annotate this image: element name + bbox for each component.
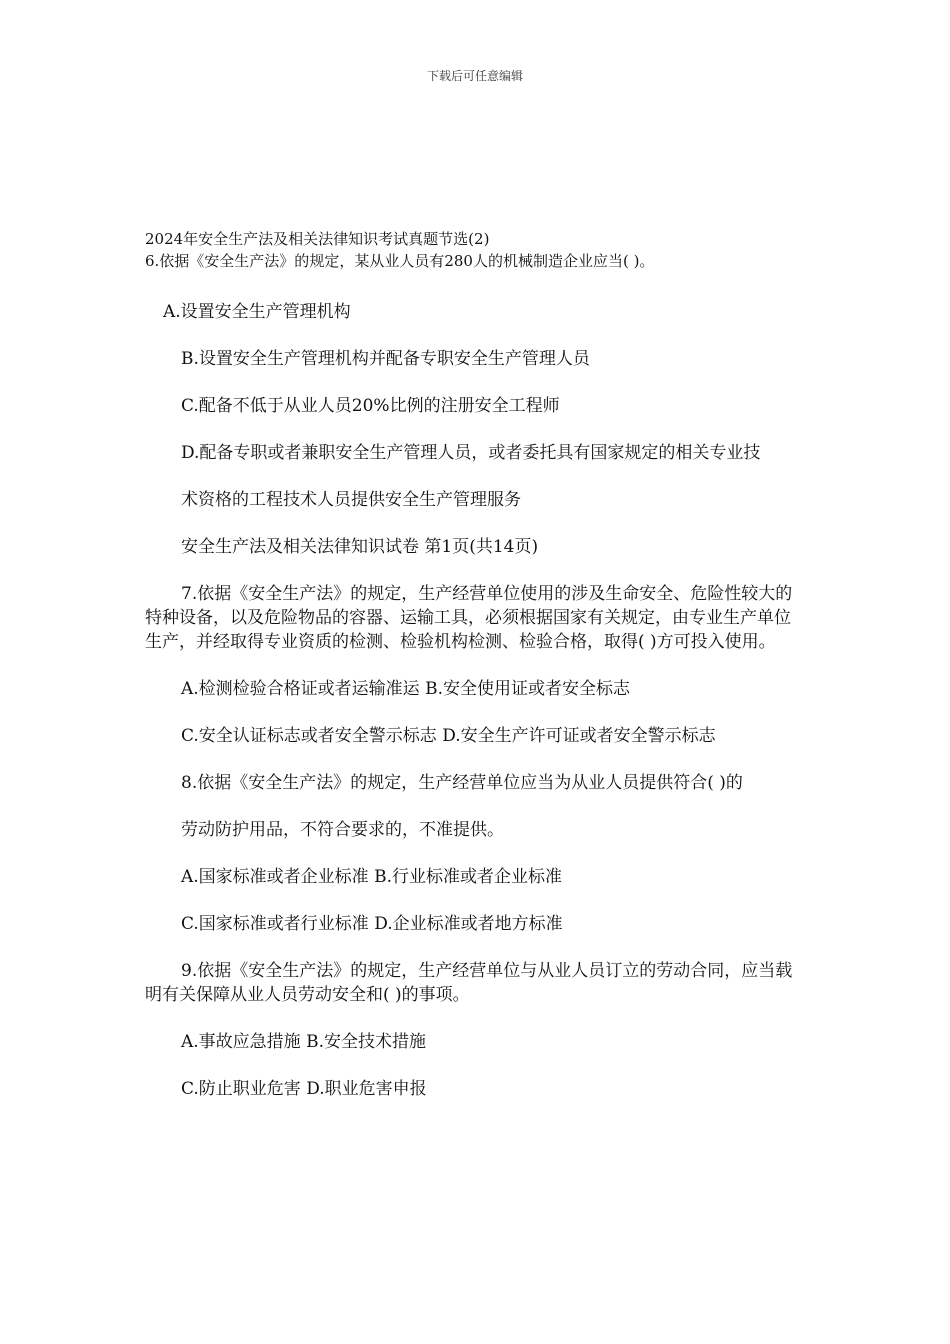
question-9-options-cd: C.防止职业危害 D.职业危害申报 bbox=[181, 1079, 427, 1099]
question-8-options-cd: C.国家标准或者行业标准 D.企业标准或者地方标准 bbox=[181, 914, 563, 934]
question-8-continued: 劳动防护用品，不符合要求的，不准提供。 bbox=[181, 820, 504, 840]
question-8: 8.依据《安全生产法》的规定，生产经营单位应当为从业人员提供符合( )的 bbox=[181, 773, 743, 793]
question-6-option-c: C.配备不低于从业人员20%比例的注册安全工程师 bbox=[181, 396, 560, 416]
question-7-options-cd: C.安全认证标志或者安全警示标志 D.安全生产许可证或者安全警示标志 bbox=[181, 726, 716, 746]
page-footer-text: 安全生产法及相关法律知识试卷 第1页(共14页) bbox=[181, 537, 539, 557]
question-6: 6.依据《安全生产法》的规定，某从业人员有280人的机械制造企业应当( )。 bbox=[145, 252, 655, 270]
question-6-option-d-continued: 术资格的工程技术人员提供安全生产管理服务 bbox=[181, 490, 521, 510]
header-note: 下载后可任意编辑 bbox=[426, 69, 523, 83]
question-9-options-ab: A.事故应急措施 B.安全技术措施 bbox=[181, 1032, 426, 1052]
question-7-options-ab: A.检测检验合格证或者运输准运 B.安全使用证或者安全标志 bbox=[181, 679, 630, 699]
question-6-option-b: B.设置安全生产管理机构并配备专职安全生产管理人员 bbox=[181, 349, 590, 369]
document-title: 2024年安全生产法及相关法律知识考试真题节选(2) bbox=[145, 230, 490, 248]
question-7: 7.依据《安全生产法》的规定，生产经营单位使用的涉及生命安全、危险性较大的特种设备，以及危险物品的容器、运输工具，必须根据国家有关规定，由专业生产单位生产，并经取得专业资质的检测、检验机构检测、检验合格，取得( )方可投入使用。 bbox=[145, 584, 793, 652]
question-9: 9.依据《安全生产法》的规定，生产经营单位与从业人员订立的劳动合同，应当载明有关保障从业人员劳动安全和( )的事项。 bbox=[145, 961, 793, 1005]
document-body bbox=[145, 228, 805, 1124]
question-8-options-ab: A.国家标准或者企业标准 B.行业标准或者企业标准 bbox=[181, 867, 562, 887]
question-6-option-a: A.设置安全生产管理机构 bbox=[163, 302, 351, 322]
question-6-option-d: D.配备专职或者兼职安全生产管理人员，或者委托具有国家规定的相关专业技 bbox=[181, 443, 761, 463]
